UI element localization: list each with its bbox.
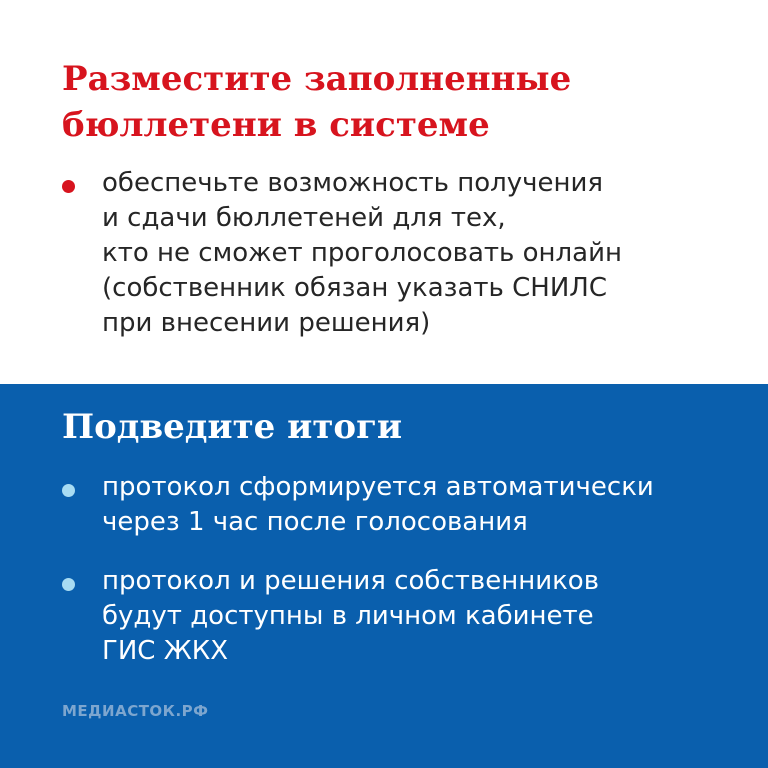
section-title-summarize: Подведите итоги xyxy=(62,407,403,447)
section-title-place-ballots: Разместите заполненные бюллетени в системе xyxy=(62,59,572,145)
light-blue-bullet-icon xyxy=(62,484,75,497)
light-blue-bullet-icon xyxy=(62,578,75,591)
red-bullet-icon xyxy=(62,180,75,193)
bullet-text: протокол и решения собственников будут доступны в личном кабинете ГИС ЖКХ xyxy=(102,566,600,666)
bullet-text: обеспечьте возможность получения и сдачи бюллетеней для тех, кто не сможет проголосовать онлайн (собственник обязан указать СНИЛС при внесении решения) xyxy=(102,168,622,338)
bullet-text: протокол сформируется автоматически через 1 час после голосования xyxy=(102,472,654,537)
footer-brand: МЕДИАСТОК.РФ xyxy=(62,702,209,720)
